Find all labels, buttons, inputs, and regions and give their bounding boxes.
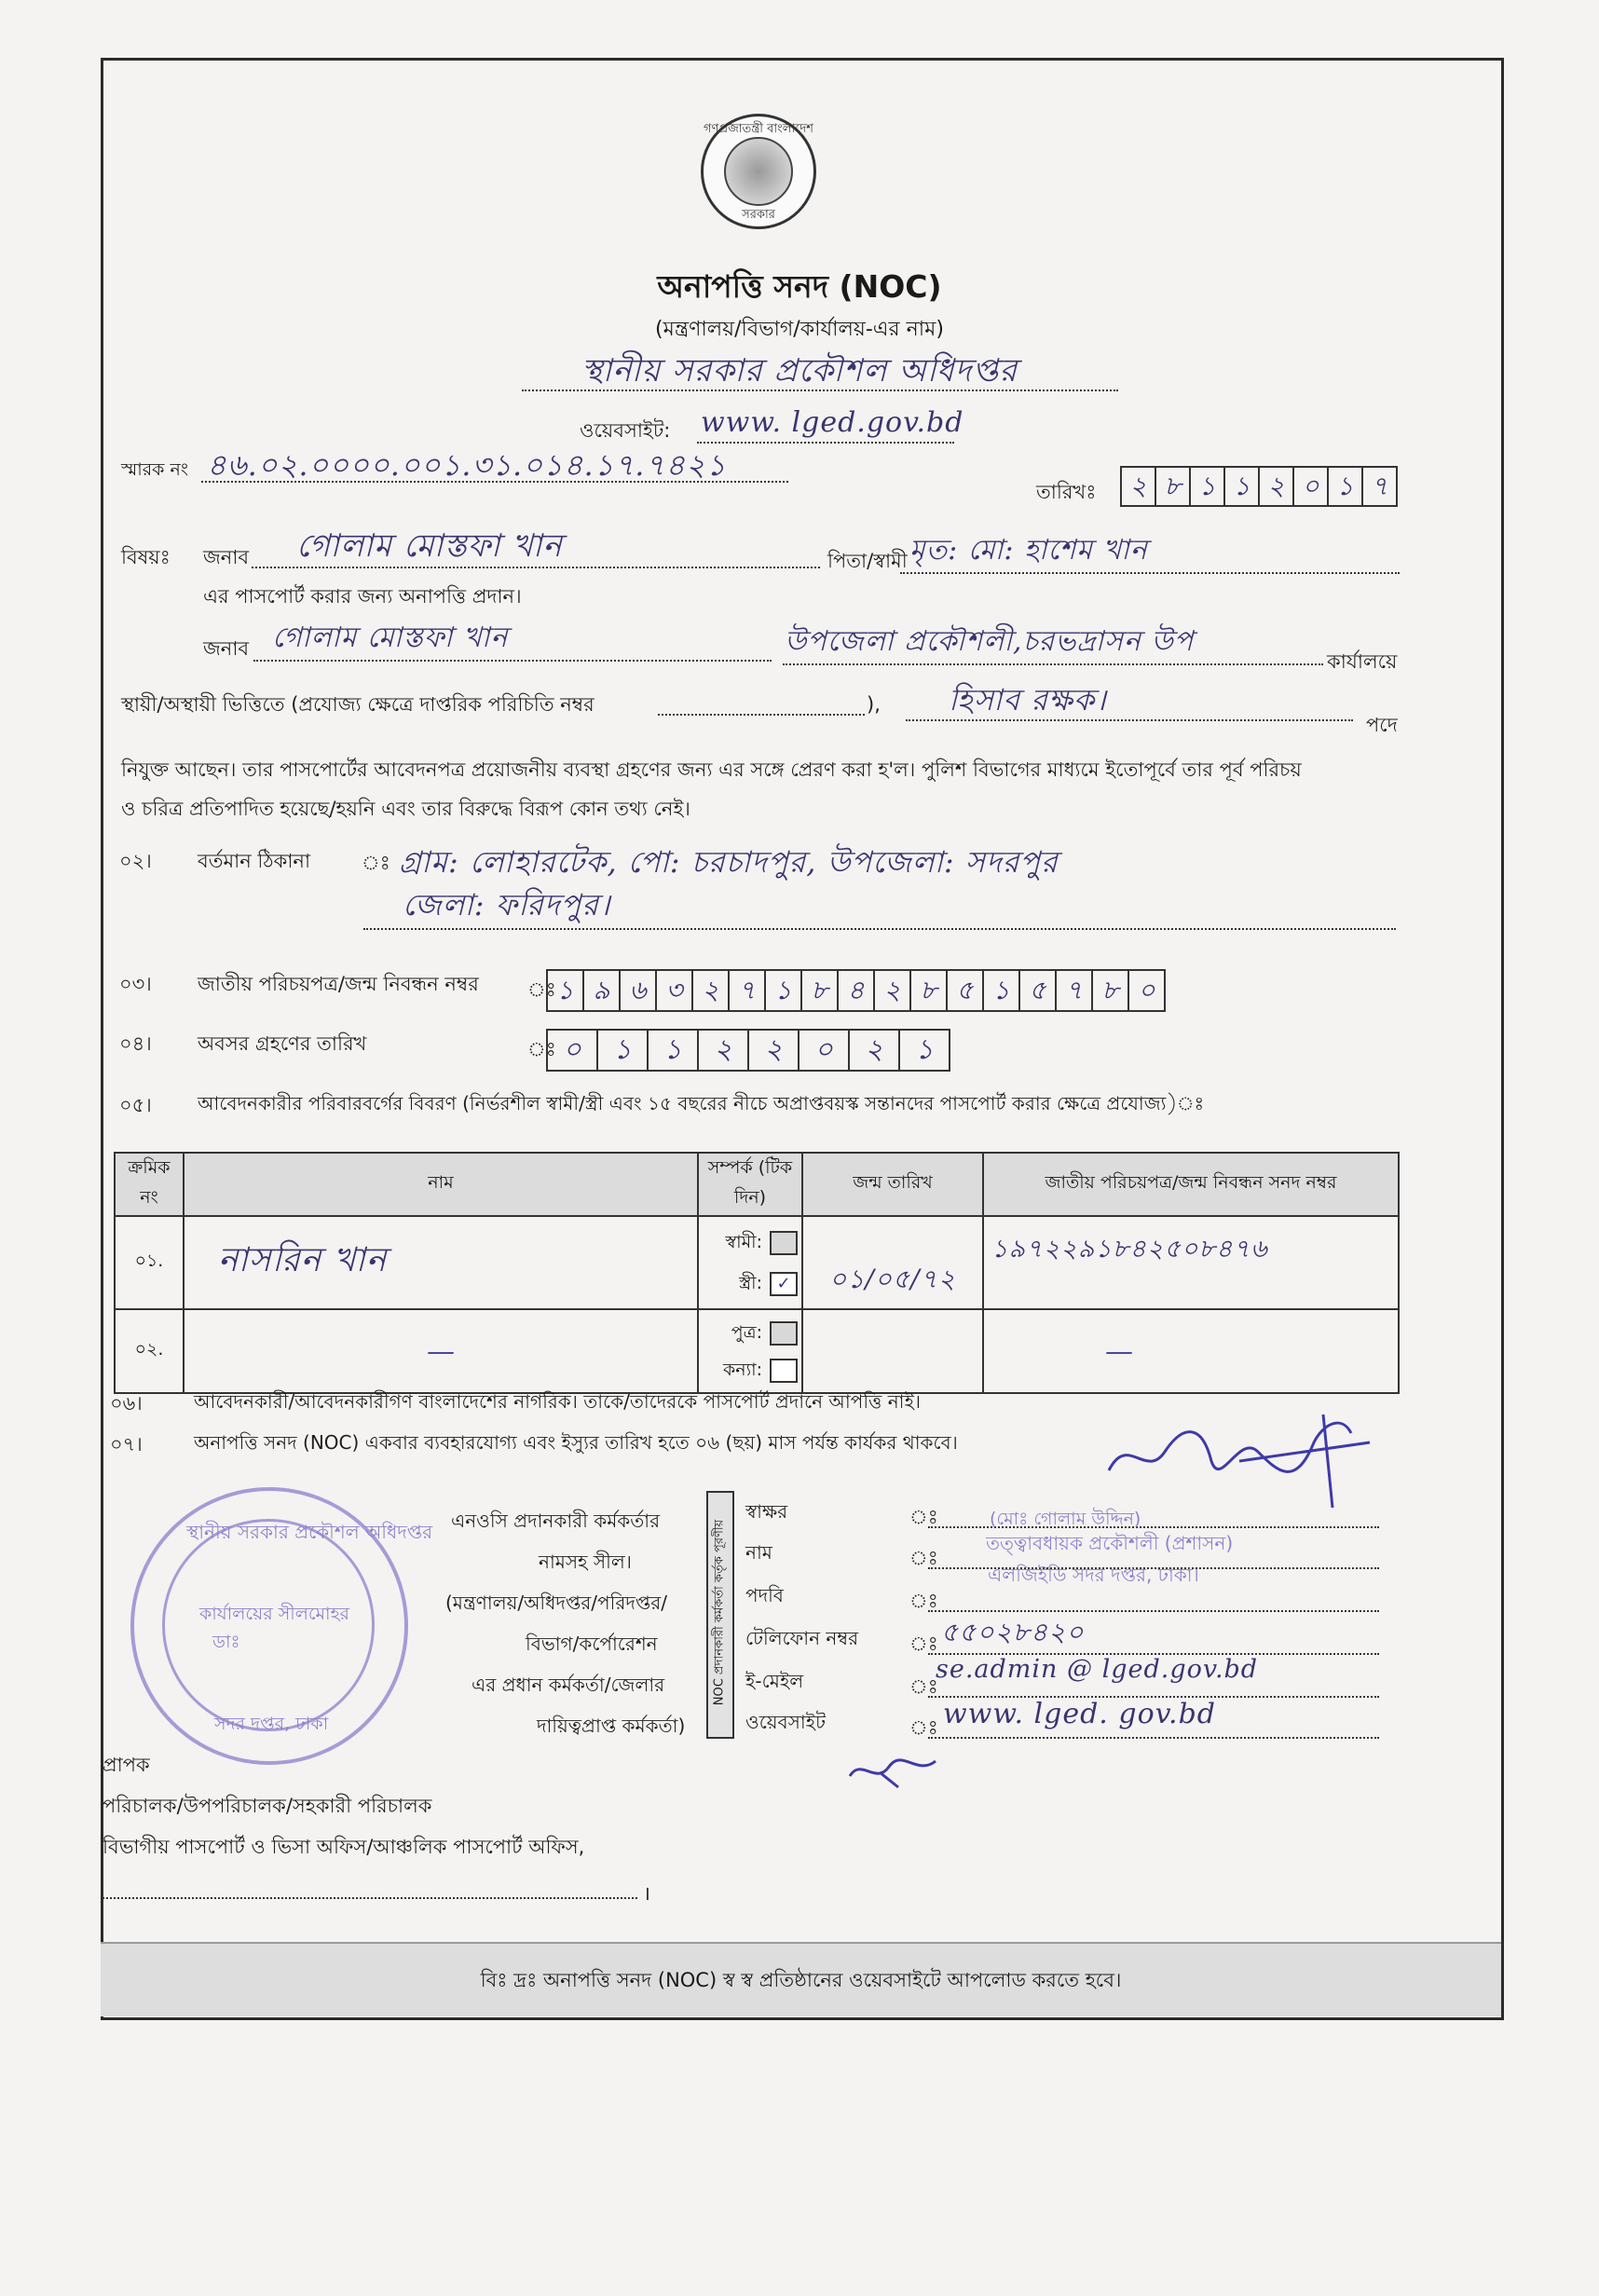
relation-son-label: পুত্র: <box>731 1322 762 1343</box>
phone-value: ৫৫০২৮৪২০ <box>941 1617 1085 1647</box>
digit-box: ২ <box>848 1029 900 1072</box>
digit-box: ৩ <box>655 969 693 1012</box>
stamp-arc-text: স্থানীয় সরকার প্রকৌশল অধিদপ্তর <box>186 1521 433 1543</box>
digit-box: ৭ <box>1361 466 1398 507</box>
col-name: নাম <box>184 1153 698 1216</box>
digit-box: ৬ <box>619 969 657 1012</box>
item-07-number: ০৭। <box>110 1433 143 1456</box>
digit-box: ৪ <box>837 969 875 1012</box>
digit-box: ০ <box>798 1029 850 1072</box>
sep-6: ঃ <box>909 1716 938 1739</box>
government-seal <box>701 114 816 229</box>
digit-box: ৮ <box>800 969 839 1012</box>
emblem-icon <box>724 137 793 206</box>
digit-box: ৮ <box>909 969 948 1012</box>
col-dob: জন্ম তারিখ <box>802 1153 983 1216</box>
table-row <box>115 1216 1399 1309</box>
issue-date-boxes <box>1120 466 1398 507</box>
officer-left-4: বিভাগ/কর্পোরেশন <box>526 1633 658 1655</box>
digit-box: ২ <box>1258 466 1294 507</box>
row-name: — <box>184 1309 698 1393</box>
recipient-end: । <box>643 1882 650 1905</box>
permanent-close: ), <box>867 693 881 716</box>
memo-label: স্মারক নং <box>121 459 189 480</box>
note-07: অনাপত্তি সনদ (NOC) একবার ব্যবহারযোগ্য এবং ইস্যুর তারিখ হতে ০৬ (ছয়) মাস পর্যন্ত কার্যকর থাকবে। <box>194 1431 958 1454</box>
row-nid: ১৯৭২২৯১৮৪২৫০৮৪৭৬ <box>983 1216 1399 1309</box>
website-value: www. lged.gov.bd <box>701 406 964 439</box>
wife-checkbox[interactable]: ✓ <box>770 1272 798 1296</box>
officer-left-2: নামসহ সীল। <box>539 1551 632 1573</box>
digit-box: ২ <box>747 1029 800 1072</box>
designation-stamp-2: এলজিইডি সদর দপ্তর, ঢাকা। <box>988 1564 1199 1586</box>
date-label: তারিখঃ <box>1036 481 1097 503</box>
relation-husband-label: স্বামী: <box>725 1232 762 1252</box>
post-suffix: পদে <box>1366 714 1398 736</box>
subject-purpose: এর পাসপোর্ট করার জন্য অনাপত্তি প্রদান। <box>203 585 522 608</box>
website-handwritten: www. lged. gov.bd <box>943 1698 1216 1730</box>
col-serial: ক্রমিক নং <box>115 1153 184 1216</box>
recipient-label: প্রাপক <box>102 1754 150 1776</box>
seal-bottom-text: সরকার <box>742 208 775 222</box>
office-stamp <box>130 1487 433 1765</box>
page-title: অনাপত্তি সনদ (NOC) <box>657 268 942 305</box>
digit-box: ৫ <box>1018 969 1057 1012</box>
digit-box: ৮ <box>1155 466 1191 507</box>
digit-box: ১ <box>982 969 1020 1012</box>
sep-4: ঃ <box>909 1633 938 1655</box>
field-website: ওয়েবসাইট <box>745 1711 826 1733</box>
office-suffix: কার্যালয়ে <box>1327 650 1398 673</box>
office-name: স্থানীয় সরকার প্রকৌশল অধিদপ্তর <box>581 352 1018 390</box>
digit-box: ১ <box>1327 466 1363 507</box>
officer-left-6: দায়িত্বপ্রাপ্ত কর্মকর্তা) <box>537 1715 686 1737</box>
digit-box: ১ <box>764 969 802 1012</box>
noc-vertical-label <box>706 1491 734 1739</box>
applicant-name: গোলাম মোস্তফা খান <box>296 527 563 565</box>
digit-box: ২ <box>691 969 730 1012</box>
address-line-2: জেলা: ফরিদপুর। <box>403 887 611 922</box>
applicant-name-2: গোলাম মোস্তফা খান <box>272 622 509 654</box>
vertical-text: NOC প্রদানকারী কর্মকর্তা কর্তৃক পূরণীয় <box>712 1519 727 1706</box>
footer-note: বিঃ দ্রঃ অনাপত্তি সনদ (NOC) স্ব স্ব প্রতিষ্ঠানের ওয়েবসাইটে আপলোড করতে হবে। <box>101 1942 1501 2016</box>
field-signature: স্বাক্ষর <box>745 1500 788 1523</box>
table-row <box>115 1309 1399 1393</box>
officer-left-3: (মন্ত্রণালয়/অধিদপ্তর/পরিদপ্তর/ <box>445 1592 668 1614</box>
digit-box: ৫ <box>946 969 984 1012</box>
row-name: নাসরিন খান <box>184 1216 698 1309</box>
officer-left-1: এনওসি প্রদানকারী কর্মকর্তার <box>451 1510 661 1532</box>
digit-box: ৮ <box>1091 969 1129 1012</box>
address-colon: ঃ <box>362 852 390 874</box>
sep-2: ঃ <box>909 1547 938 1569</box>
janab-label: জনাব <box>203 546 250 568</box>
permanent-label: স্থায়ী/অস্থায়ী ভিত্তিতে (প্রযোজ্য ক্ষেত্রে দাপ্তরিক পরিচিতি নম্বর <box>121 693 594 716</box>
digit-box: ২ <box>873 969 911 1012</box>
field-name: নাম <box>745 1541 772 1564</box>
family-table <box>114 1152 1400 1394</box>
body-paragraph-1: নিযুক্ত আছেন। তার পাসপোর্টের আবেদনপত্র প্রয়োজনীয় ব্যবস্থা গ্রহণের জন্য এর সঙ্গে প্রেরণ করা হ'ল। পুলিশ বিভাগের মাধ্যমে ইতোপূর্বে তার পূর্ব পরিচয় <box>121 758 1302 781</box>
digit-box: ২ <box>1120 466 1156 507</box>
sep-3: ঃ <box>909 1590 938 1612</box>
email-value: se.admin @ lged.gov.bd <box>936 1655 1259 1684</box>
digit-box: ১ <box>596 1029 649 1072</box>
designation-stamp-1: তত্ত্বাবধায়ক প্রকৌশলী (প্রশাসন) <box>986 1532 1234 1554</box>
officer-left-5: এর প্রধান কর্মকর্তা/জেলার <box>472 1674 665 1696</box>
field-phone: টেলিফোন নম্বর <box>745 1627 859 1649</box>
nid-colon: ঃ <box>527 978 556 1001</box>
item-02-number: ০২। <box>119 850 152 872</box>
relation-daughter-label: কন্যা: <box>722 1360 762 1380</box>
family-label: আবেদনকারীর পরিবারবর্গের বিবরণ (নির্ভরশীল স্বামী/স্ত্রী এবং ১৫ বছরের নীচে অপ্রাপ্তবয়স্ক সন্তানদের পাসপোর্ট করার ক্ষেত্রে প্রযোজ্য)ঃ <box>198 1092 1205 1114</box>
nid-label: জাতীয় পরিচয়পত্র/জন্ম নিবন্ধন নম্বর <box>198 973 479 995</box>
father-label: পিতা/স্বামী <box>827 550 908 572</box>
retire-date-boxes <box>546 1029 950 1072</box>
stamp-mid-1: কার্যালয়ের সীলমোহর <box>199 1604 350 1624</box>
note-06: আবেদনকারী/আবেদনকারীগণ বাংলাদেশের নাগরিক। তাকে/তাদেরকে পাসপোর্ট প্রদানে আপত্তি নাই। <box>194 1390 922 1413</box>
digit-box: ১ <box>1189 466 1225 507</box>
digit-box: ০ <box>546 1029 598 1072</box>
address-label: বর্তমান ঠিকানা <box>198 850 311 872</box>
digit-box: ২ <box>697 1029 749 1072</box>
row-dob <box>802 1309 983 1393</box>
recipient-line-1: পরিচালক/উপপরিচালক/সহকারী পরিচালক <box>102 1795 432 1817</box>
digit-box: ১ <box>1223 466 1260 507</box>
daughter-checkbox[interactable] <box>770 1359 798 1383</box>
digit-box: ৭ <box>1055 969 1093 1012</box>
name-stamp: (মোঃ গোলাম উদ্দিন) <box>990 1509 1141 1529</box>
initial-scribble <box>842 1748 945 1795</box>
recipient-line-2: বিভাগীয় পাসপোর্ট ও ভিসা অফিস/আঞ্চলিক পাসপোর্ট অফিস, <box>102 1836 585 1858</box>
janab-label-2: জনাব <box>203 637 250 660</box>
memo-number: ৪৬.০২.০০০০.০০১.৩১.০১৪.১৭.৭৪২১ <box>207 447 727 483</box>
address-line-1: গ্রাম: লোহারটেক, পো: চরচাদপুর, উপজেলা: সদরপুর <box>399 844 1059 880</box>
father-name: মৃত: মো: হাশেম খান <box>909 534 1148 567</box>
digit-box: ১ <box>647 1029 699 1072</box>
son-checkbox[interactable] <box>770 1321 798 1346</box>
body-paragraph-2: ও চরিত্র প্রতিপাদিত হয়েছে/হয়নি এবং তার বিরুদ্ধে বিরূপ কোন তথ্য নেই। <box>121 798 690 820</box>
digit-box: ১ <box>546 969 584 1012</box>
row-serial: ০২. <box>115 1309 184 1393</box>
seal-top-text: গণপ্রজাতন্ত্রী বাংলাদেশ <box>704 122 813 136</box>
row-dob: ০১/০৫/৭২ <box>802 1216 983 1309</box>
stamp-mid-2: ডাঃ <box>212 1632 240 1652</box>
relation-wife-label: স্ত্রী: <box>739 1273 762 1293</box>
retire-label: অবসর গ্রহণের তারিখ <box>198 1032 367 1055</box>
item-04-number: ০৪। <box>119 1032 152 1055</box>
digit-box: ০ <box>1292 466 1329 507</box>
page-subtitle: (মন্ত্রণালয়/বিভাগ/কার্যালয়-এর নাম) <box>655 318 944 341</box>
digit-box: ৭ <box>728 969 766 1012</box>
digit-box: ০ <box>1128 969 1166 1012</box>
officer-signature <box>1100 1405 1379 1526</box>
digit-box: ১ <box>898 1029 950 1072</box>
field-email: ই-মেইল <box>745 1670 804 1692</box>
sep-1: ঃ <box>909 1506 938 1528</box>
item-06-number: ০৬। <box>110 1392 143 1414</box>
husband-checkbox[interactable] <box>770 1231 798 1255</box>
digit-box: ৯ <box>582 969 621 1012</box>
retire-colon: ঃ <box>527 1038 556 1060</box>
col-relation: সম্পর্ক (টিক দিন) <box>698 1153 802 1216</box>
website-label: ওয়েবসাইট: <box>580 419 671 442</box>
subject-label: বিষয়ঃ <box>121 546 171 568</box>
post-value: হিসাব রক্ষক। <box>949 682 1107 718</box>
row-serial: ০১. <box>115 1216 184 1309</box>
item-05-number: ০৫। <box>119 1094 152 1116</box>
office-value: উপজেলা প্রকৌশলী,চরভদ্রাসন উপ <box>785 625 1195 658</box>
field-designation: পদবি <box>745 1584 784 1606</box>
sep-5: ঃ <box>909 1675 938 1698</box>
nid-digit-boxes <box>546 969 1166 1012</box>
col-nid: জাতীয় পরিচয়পত্র/জন্ম নিবন্ধন সনদ নম্বর <box>983 1153 1399 1216</box>
item-03-number: ০৩। <box>119 973 152 995</box>
stamp-bottom: সদর দপ্তর, ঢাকা <box>214 1714 329 1734</box>
row-nid: — <box>983 1309 1399 1393</box>
